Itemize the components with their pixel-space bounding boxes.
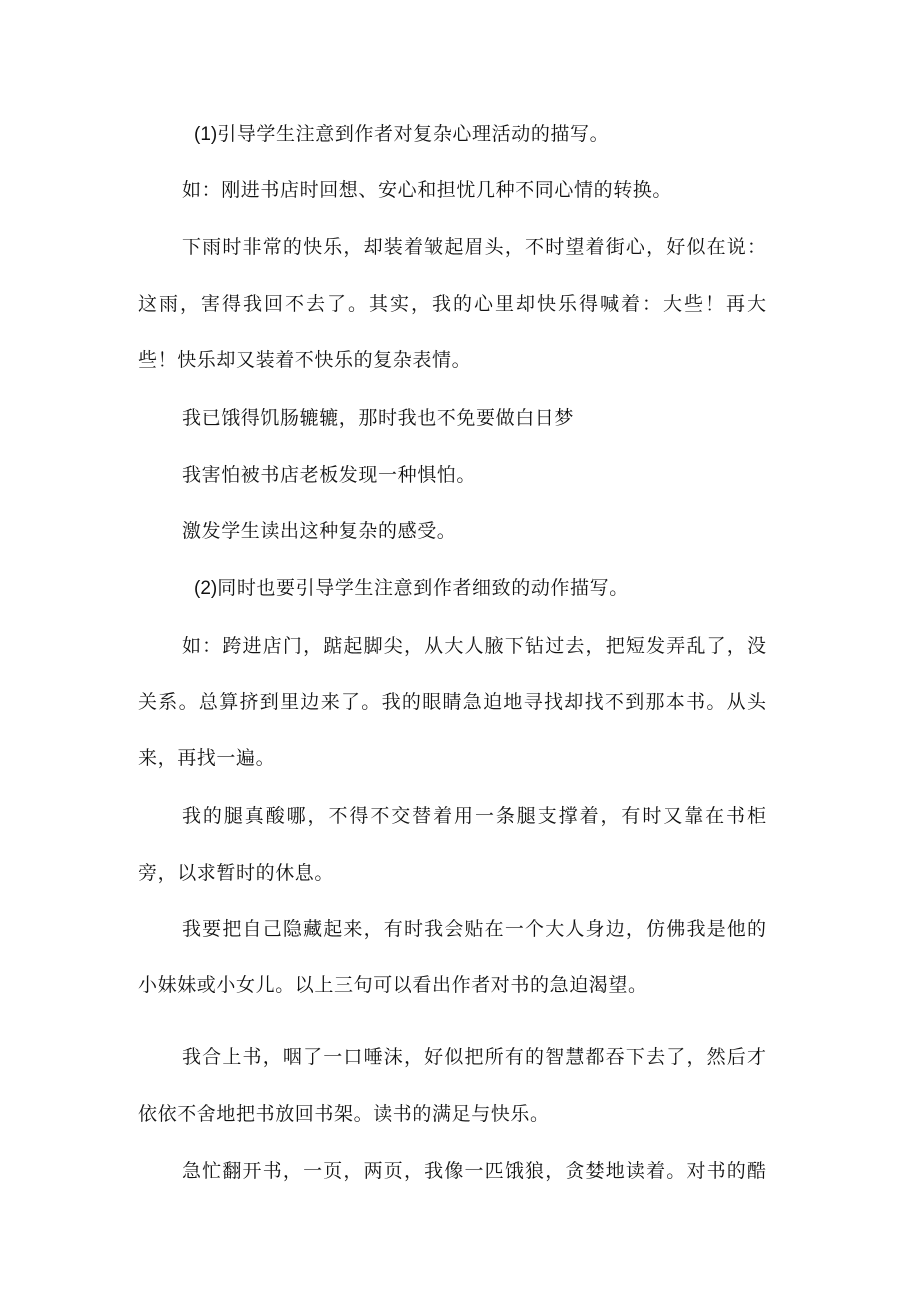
line-text: 同时也要引导学生注意到作者细致的动作描写。 (217, 577, 629, 599)
paragraph-line (194, 575, 629, 602)
paragraph-line: 些！快乐却又装着不快乐的复杂表情。 (138, 349, 472, 371)
paragraph-line: 急忙翻开书，一页，两页，我像一匹饿狼，贪婪地读着。对书的酷 (182, 1160, 766, 1182)
paragraph-line: 这雨，害得我回不去了。其实，我的心里却快乐得喊着：大些！再大 (138, 293, 766, 315)
line-text: 引导学生注意到作者对复杂心理活动的描写。 (217, 123, 610, 145)
paragraph-line: 我合上书，咽了一口唾沫，好似把所有的智慧都吞下去了，然后才 (182, 1046, 766, 1068)
paragraph-line: 我已饿得饥肠辘辘，那时我也不免要做白日梦 (182, 407, 575, 429)
list-number: (2) (194, 578, 218, 599)
paragraph-line: 旁，以求暂时的休息。 (138, 862, 335, 884)
list-number: (1) (194, 124, 218, 145)
paragraph-line: 小妹妹或小女儿。以上三句可以看出作者对书的急迫渴望。 (138, 974, 648, 996)
paragraph-line: 激发学生读出这种复杂的感受。 (182, 520, 457, 542)
paragraph-line (194, 121, 609, 148)
paragraph-line: 依依不舍地把书放回书架。读书的满足与快乐。 (138, 1103, 550, 1125)
paragraph-line: 关系。总算挤到里边来了。我的眼睛急迫地寻找却找不到那本书。从头 (138, 691, 766, 713)
paragraph-line: 下雨时非常的快乐，却装着皱起眉头，不时望着街心，好似在说： (182, 236, 766, 258)
paragraph-line: 如：刚进书店时回想、安心和担忧几种不同心情的转换。 (182, 179, 673, 201)
paragraph-line: 如：跨进店门，踮起脚尖，从大人腋下钻过去，把短发弄乱了，没 (182, 635, 766, 657)
paragraph-line: 我害怕被书店老板发现一种惧怕。 (182, 464, 477, 486)
paragraph-line: 我要把自己隐藏起来，有时我会贴在一个大人身边，仿佛我是他的 (182, 918, 766, 940)
paragraph-line: 来，再找一遍。 (138, 747, 276, 769)
paragraph-line: 我的腿真酸哪，不得不交替着用一条腿支撑着，有时又靠在书柜 (182, 805, 766, 827)
